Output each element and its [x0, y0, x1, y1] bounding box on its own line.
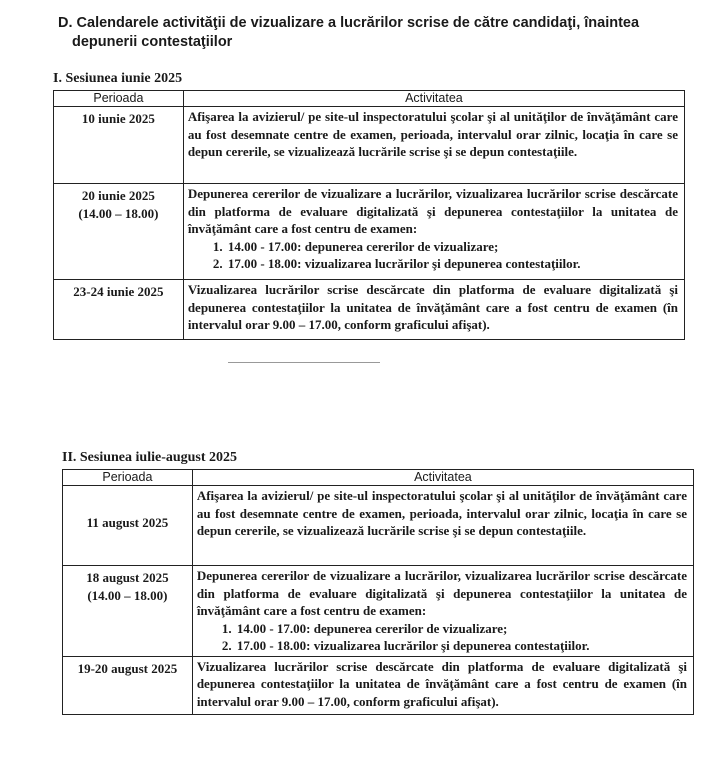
schedule-table [53, 90, 685, 340]
activity-list [188, 238, 678, 273]
table-row [63, 566, 694, 657]
activity-cell: Afişarea la avizierul/ pe site-ul inspectoratului şcolar şi al unităţilor de învăţământ care au fost desemnate centre de examen, perioada, intervalul orar zilnic, locaţia în care se depun cererile, se vizualizează lucrările scrise şi se depun contestaţiile. [183, 107, 684, 184]
table-row [54, 184, 685, 280]
period-time: (14.00 – 18.00) [87, 587, 168, 603]
activity-cell [183, 184, 684, 280]
section-heading [58, 14, 698, 52]
list-item: 1. 14.00 - 17.00: depunerea cererilor de vizualizare; [226, 238, 678, 256]
activity-cell: Afişarea la avizierul/ pe site-ul inspectoratului şcolar şi al unităţilor de învăţământ care au fost desemnate centre de examen, perioada, intervalul orar zilnic, locaţia în care se depun cererile, se vizualizează lucrările scrise şi se depun contestaţiile. [192, 486, 693, 566]
column-header-activity: Activitatea [183, 91, 684, 107]
activity-cell: Vizualizarea lucrărilor scrise descărcate din platforma de evaluare digitalizată şi depunerea contestaţiilor la unitatea de învăţământ care a fost centru de examen (în intervalul orar 9.00 – 17.00, conform graficului afişat). [192, 656, 693, 714]
period-cell [63, 566, 193, 657]
list-item: 1. 14.00 - 17.00: depunerea cererilor de vizualizare; [235, 620, 687, 638]
period-date: 11 august 2025 [86, 515, 169, 531]
session-title: I. Sesiunea iunie 2025 [53, 71, 183, 86]
list-item: 2. 17.00 - 18.00: vizualizarea lucrărilor şi depunerea contestaţiilor. [226, 255, 678, 273]
column-header-period: Perioada [63, 470, 193, 486]
schedule-table [62, 469, 694, 715]
table-row [63, 656, 694, 714]
period-date: 19-20 august 2025 [77, 660, 178, 676]
activity-list [197, 620, 687, 655]
period-date: 18 august 2025 [86, 570, 169, 585]
column-header-activity: Activitatea [192, 470, 693, 486]
period-cell [54, 280, 184, 340]
table-header-row [63, 470, 694, 486]
period-date: 20 iunie 2025 [81, 188, 155, 203]
table-header-row [54, 91, 685, 107]
activity-cell [192, 566, 693, 657]
table-row [54, 107, 685, 184]
period-time: (14.00 – 18.00) [78, 205, 159, 221]
period-cell [54, 184, 184, 280]
period-date: 10 iunie 2025 [81, 111, 155, 126]
divider [228, 362, 380, 363]
table-row [63, 486, 694, 566]
activity-text: Depunerea cererilor de vizualizare a lucrărilor, vizualizarea lucrărilor scrise descărcate din platforma de evaluare digitalizată şi depunerea contestaţiilor la unitatea de învăţământ care a fost centru de examen: [187, 186, 678, 236]
period-cell [63, 656, 193, 714]
section-heading-line2: depunerii contestaţiilor [72, 34, 233, 50]
period-cell [63, 486, 193, 566]
activity-text: Depunerea cererilor de vizualizare a lucrărilor, vizualizarea lucrărilor scrise descărcate din platforma de evaluare digitalizată şi depunerea contestaţiilor la unitatea de învăţământ care a fost centru de examen: [196, 568, 687, 618]
table-row [54, 280, 685, 340]
period-cell [54, 107, 184, 184]
column-header-period: Perioada [54, 91, 184, 107]
section-heading-line1: D. Calendarele activităţii de vizualizare a lucrărilor scrise de către candidaţi, înaintea [58, 15, 640, 31]
list-item: 2. 17.00 - 18.00: vizualizarea lucrărilor şi depunerea contestaţiilor. [235, 637, 687, 655]
period-date: 23-24 iunie 2025 [73, 284, 164, 299]
activity-cell: Vizualizarea lucrărilor scrise descărcate din platforma de evaluare digitalizată şi depunerea contestaţiilor la unitatea de învăţământ care a fost centru de examen (în intervalul orar 9.00 – 17.00, conform graficului afişat). [183, 280, 684, 340]
session-title: II. Sesiunea iulie-august 2025 [62, 450, 238, 465]
